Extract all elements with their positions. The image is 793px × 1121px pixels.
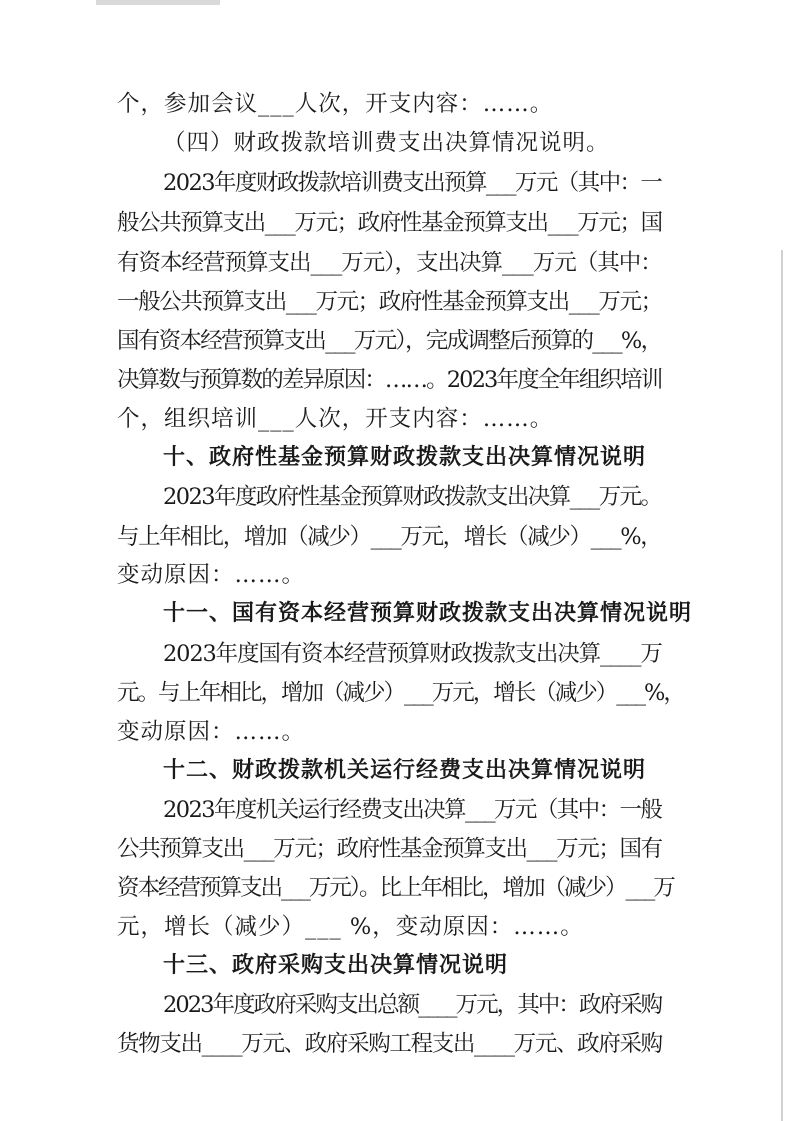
text-line: 2023年度政府采购支出总额____万元，其中：政府采购	[163, 992, 662, 1018]
text-line: 个，参加会议___人次，开支内容：……。	[117, 91, 554, 117]
text-line: 2023年度财政拨款培训费支出预算___万元（其中：一	[163, 170, 662, 196]
text-line: 变动原因：……。	[117, 562, 306, 588]
text-line: 元。与上年相比，增加（减少）___万元，增长（减少）___%，	[117, 680, 684, 706]
text-line: 货物支出____万元、政府采购工程支出____万元、政府采购	[117, 1031, 662, 1057]
scan-right-edge	[781, 250, 783, 1121]
text-line: 有资本经营预算支出___万元），支出决算___万元（其中：	[117, 250, 662, 276]
section-subheading: （四）财政拨款培训费支出决算情况说明。	[163, 130, 610, 156]
text-line: 变动原因：……。	[117, 719, 306, 745]
text-line: 2023年度政府性基金预算财政拨款支出决算___万元。	[163, 484, 662, 510]
section-heading: 十三、政府采购支出决算情况说明	[163, 953, 509, 978]
text-line: 一般公共预算支出___万元；政府性基金预算支出___万元；	[117, 289, 662, 315]
text-line: 国有资本经营预算支出___万元），完成调整后预算的___%，	[117, 328, 662, 354]
text-line: 资本经营预算支出___万元）。比上年相比，增加（减少）___万	[117, 875, 674, 901]
section-heading: 十、政府性基金预算财政拨款支出决算情况说明	[163, 445, 647, 470]
scan-top-mark	[96, 0, 220, 5]
text-line: 公共预算支出___万元；政府性基金预算支出___万元；国有	[117, 836, 662, 862]
section-heading: 十二、财政拨款机关运行经费支出决算情况说明	[163, 758, 647, 783]
text-line: 般公共预算支出___万元；政府性基金预算支出___万元；国	[117, 210, 662, 236]
text-line: 2023年度国有资本经营预算财政拨款支出决算____万	[163, 641, 662, 667]
text-line: 与上年相比，增加（减少）___万元，增长（减少）___%，	[117, 524, 662, 550]
text-line: 2023年度机关运行经费支出决算___万元（其中：一般	[163, 797, 662, 823]
text-line: 个，组织培训___人次，开支内容：……。	[117, 406, 554, 432]
text-line: 决算数与预算数的差异原因：……。2023年度全年组织培训	[117, 367, 662, 393]
section-heading: 十一、国有资本经营预算财政拨款支出决算情况说明	[163, 601, 693, 626]
text-line: 元，增长（减少）___ %，变动原因：……。	[117, 914, 584, 940]
